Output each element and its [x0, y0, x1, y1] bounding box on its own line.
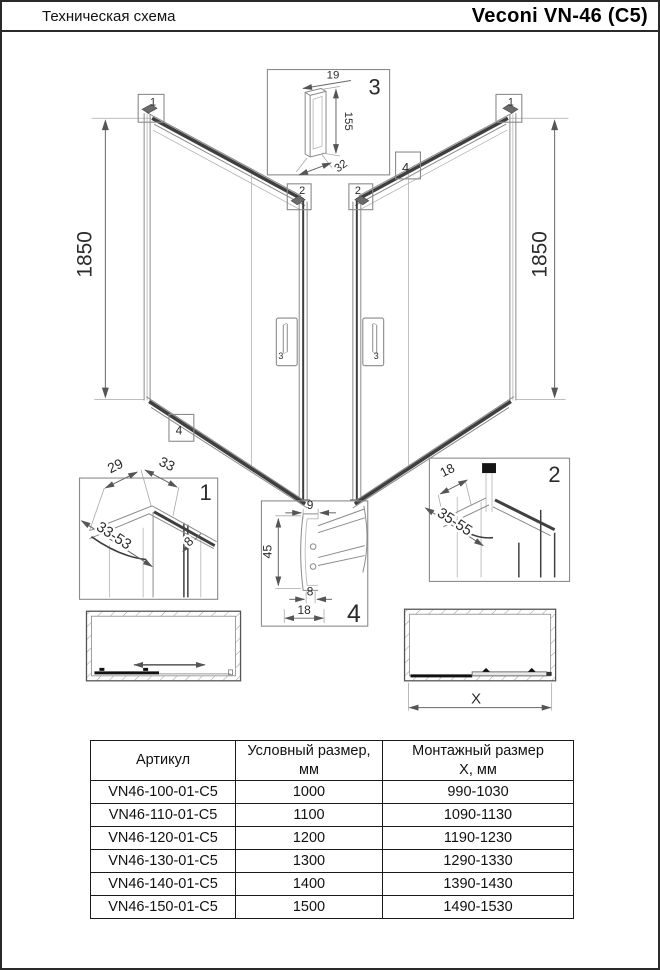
col-header-article-label: Артикул — [135, 752, 191, 769]
cell-article: VN46-140-01-C5 — [91, 873, 236, 896]
dim-d4-inner: 8 — [306, 584, 314, 599]
cell-article: VN46-130-01-C5 — [91, 850, 236, 873]
cell-nominal: 1400 — [236, 873, 383, 896]
table-row — [91, 896, 574, 919]
cell-nominal: 1100 — [236, 804, 383, 827]
cell-mounting: 1090-1130 — [383, 804, 574, 827]
cell-mounting: 1390-1430 — [383, 873, 574, 896]
col-header-nominal-line1: Условный размер, — [247, 743, 371, 760]
dim-handle-height: 155 — [341, 111, 354, 131]
callout-3-right: 3 — [373, 350, 379, 361]
table-header-row — [91, 741, 574, 781]
detail-2-number: 2 — [548, 462, 561, 488]
left-door-view — [73, 94, 311, 507]
dim-d4-height: 45 — [260, 544, 275, 559]
detail-4-number: 4 — [346, 601, 361, 629]
dim-d1-b: 33 — [156, 453, 178, 475]
cell-article: VN46-150-01-C5 — [91, 896, 236, 919]
cell-mounting: 1490-1530 — [383, 896, 574, 919]
product-model: Veconi VN-46 (C5) — [471, 4, 648, 27]
dim-d4-top: 9 — [306, 497, 314, 512]
right-door-view — [349, 94, 569, 507]
dim-d1-range: 33-53 — [93, 519, 134, 554]
plan-view-right — [405, 609, 556, 710]
dim-label-x: X — [471, 691, 482, 708]
dim-d2-a: 18 — [437, 460, 458, 480]
cell-nominal: 1200 — [236, 827, 383, 850]
cell-article: VN46-120-01-C5 — [91, 827, 236, 850]
detail-4-bottom-profile — [260, 498, 367, 628]
detail-1-top-node — [80, 453, 218, 599]
detail-3-handle — [267, 69, 389, 175]
dim-label-height-left: 1850 — [73, 231, 97, 278]
sheet-title: Техническая схема — [42, 7, 176, 25]
table-row — [91, 781, 574, 804]
detail-3-number: 3 — [368, 74, 381, 100]
callout-1-left: 1 — [149, 96, 157, 109]
cell-mounting: 1190-1230 — [383, 827, 574, 850]
dim-d4-depth: 18 — [297, 603, 311, 618]
plan-view-left — [86, 611, 240, 681]
table-row — [91, 804, 574, 827]
cell-nominal: 1000 — [236, 781, 383, 804]
cell-nominal: 1300 — [236, 850, 383, 873]
table-row — [91, 827, 574, 850]
callout-4-left: 4 — [175, 423, 183, 438]
dim-d2-range: 35-55 — [434, 505, 475, 540]
dim-handle-width: 19 — [326, 69, 340, 82]
dim-label-height-right: 1850 — [528, 231, 552, 278]
table-row — [91, 850, 574, 873]
detail-2-wall-node — [425, 458, 569, 581]
title-bar — [2, 2, 658, 32]
cell-article: VN46-100-01-C5 — [91, 781, 236, 804]
cell-mounting: 990-1030 — [383, 781, 574, 804]
callout-3-left: 3 — [278, 350, 284, 361]
callout-4-right: 4 — [401, 159, 410, 175]
detail-1-number: 1 — [199, 479, 212, 505]
size-table — [90, 740, 574, 919]
col-header-mounting-line1: Монтажный размер — [412, 743, 544, 760]
col-header-mounting-size — [383, 741, 574, 781]
cell-nominal: 1500 — [236, 896, 383, 919]
col-header-article — [91, 741, 236, 781]
cell-mounting: 1290-1330 — [383, 850, 574, 873]
callout-2-right: 2 — [354, 184, 361, 197]
col-header-nominal-line2: мм — [299, 761, 319, 778]
col-header-nominal-size — [236, 741, 383, 781]
cell-article: VN46-110-01-C5 — [91, 804, 236, 827]
dim-d1-glass: 8 — [180, 533, 197, 550]
col-header-mounting-line2: Х, мм — [459, 761, 497, 778]
table-row — [91, 873, 574, 896]
callout-1-right: 1 — [507, 96, 514, 109]
dim-d1-a: 29 — [104, 455, 126, 477]
callout-2-left: 2 — [299, 184, 306, 197]
dim-handle-depth: 32 — [332, 157, 350, 176]
